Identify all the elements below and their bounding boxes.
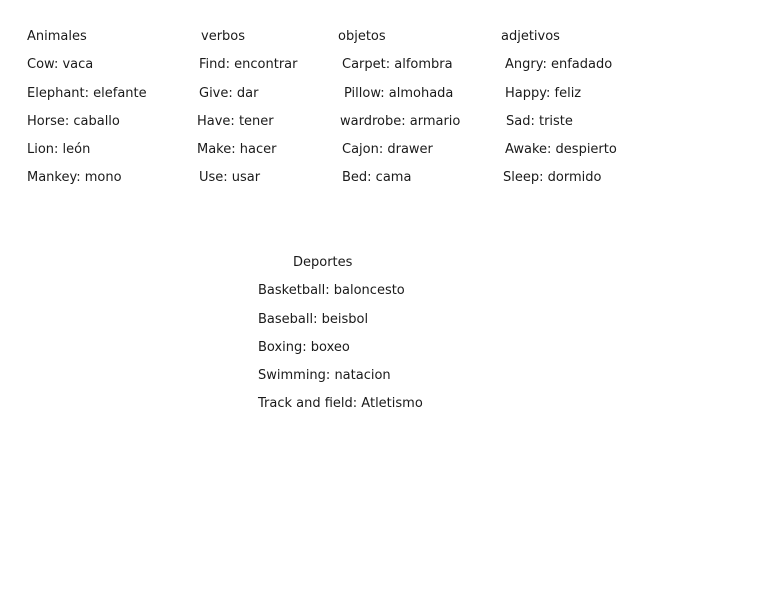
vocab-item: Have: tener [197, 113, 274, 129]
vocab-item: Use: usar [199, 170, 261, 186]
vocab-item: Cow: vaca [27, 57, 94, 73]
vocab-item: Pillow: almohada [344, 85, 454, 101]
vocab-item: Sleep: dormido [503, 170, 602, 186]
vocab-item: Lion: león [27, 142, 91, 158]
vocab-item: Cajon: drawer [342, 142, 433, 158]
vocab-item: Elephant: elefante [27, 85, 147, 101]
animales-column [27, 29, 147, 199]
deportes-section [258, 255, 423, 425]
section-heading: Deportes [293, 255, 353, 270]
vocab-item: Carpet: alfombra [342, 57, 453, 73]
vocab-item: Angry: enfadado [505, 57, 613, 73]
vocab-item: Give: dar [199, 85, 259, 101]
column-heading: verbos [201, 29, 246, 44]
vocab-item: Happy: feliz [505, 85, 582, 101]
vocab-item: Bed: cama [342, 170, 412, 186]
column-heading: Animales [27, 29, 87, 44]
vocab-item: Boxing: boxeo [258, 339, 350, 355]
vocab-item: Awake: despierto [505, 142, 617, 158]
adjetivos-column [503, 29, 617, 199]
vocab-item: Basketball: baloncesto [258, 283, 405, 299]
vocab-item: Baseball: beisbol [258, 311, 369, 327]
vocab-item: Find: encontrar [199, 57, 298, 73]
column-heading: objetos [338, 29, 386, 44]
column-heading: adjetivos [501, 29, 560, 44]
vocab-item: Track and field: Atletismo [258, 396, 423, 412]
vocab-item: wardrobe: armario [340, 113, 461, 129]
vocab-item: Swimming: natacion [258, 368, 391, 384]
objetos-column [340, 29, 460, 199]
vocab-item: Horse: caballo [27, 113, 120, 129]
vocab-item: Mankey: mono [27, 170, 122, 186]
vocab-item: Make: hacer [197, 142, 277, 158]
verbos-column [199, 29, 297, 199]
vocab-item: Sad: triste [506, 113, 573, 129]
